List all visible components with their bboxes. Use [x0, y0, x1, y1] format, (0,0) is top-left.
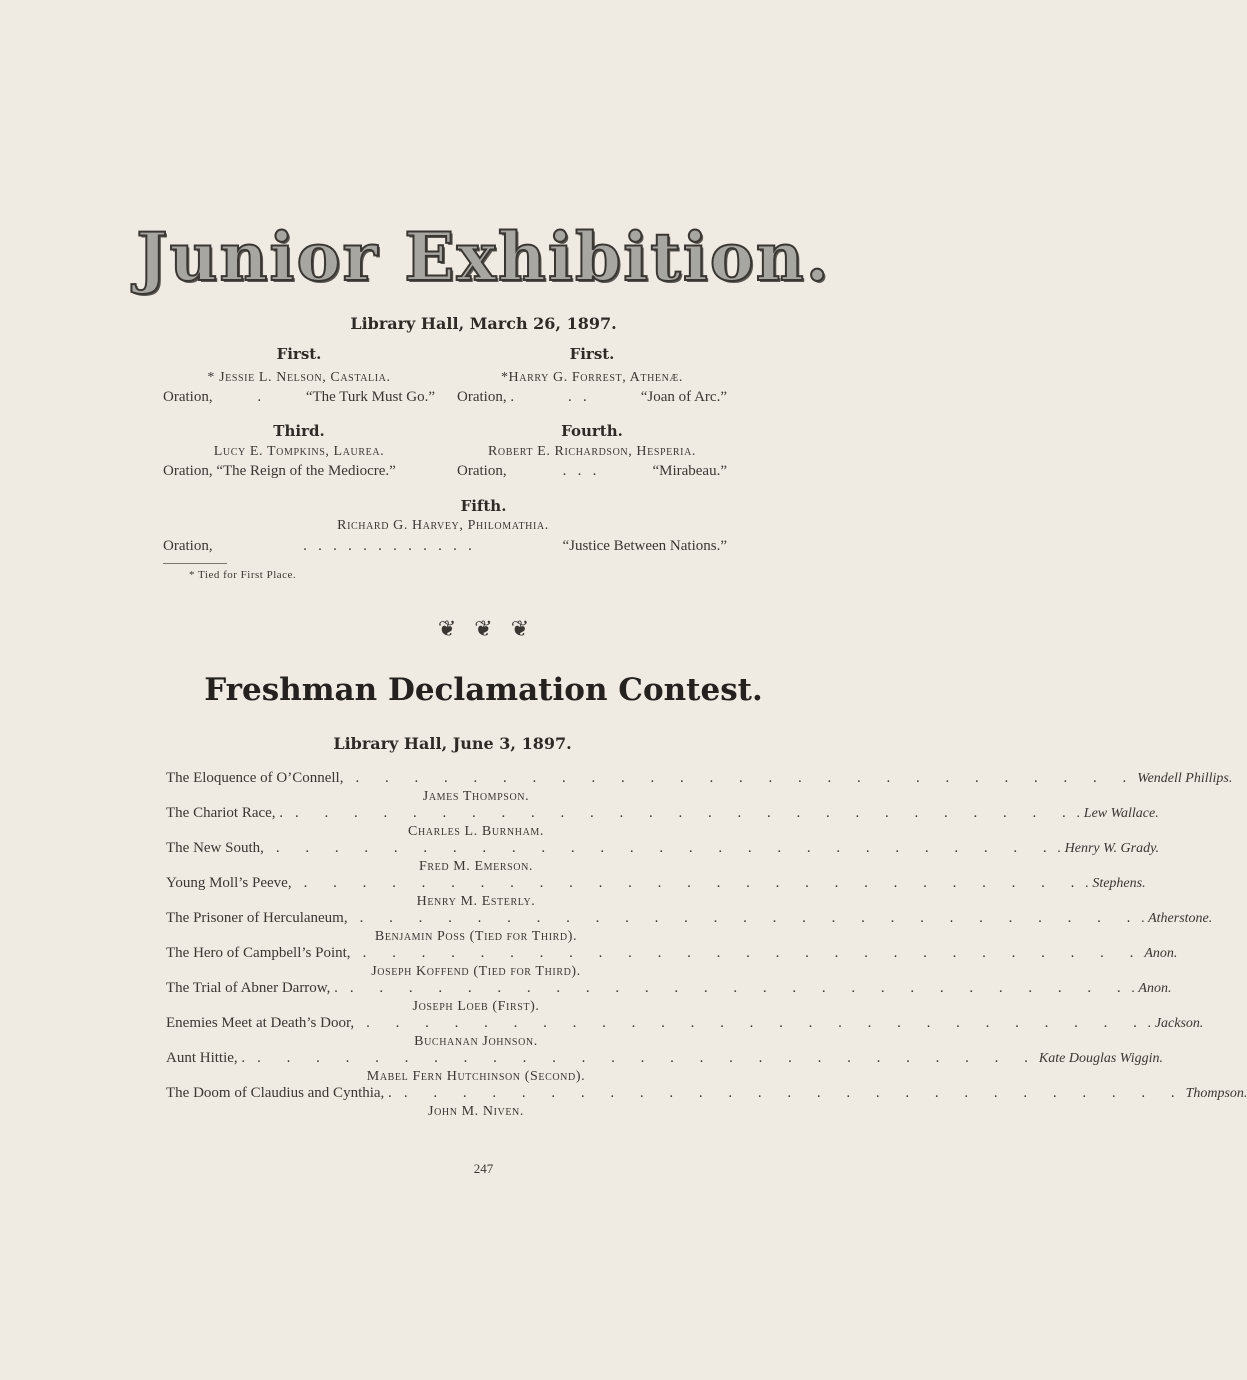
entry-title-row	[166, 945, 1178, 964]
fourth-place-name: Robert E. Richardson, Hesperia.	[487, 444, 697, 459]
fourth-place-heading: Fourth.	[561, 422, 623, 440]
fourth-place-oration	[457, 463, 727, 480]
declamation-title: Young Moll’s Peeve,	[166, 875, 292, 891]
entry-title-row	[166, 770, 1233, 789]
floral-ornament-icon: ❦❦❦	[437, 616, 548, 641]
declamation-title: The Trial of Abner Darrow, .	[166, 980, 338, 996]
oration-label: Oration,	[163, 389, 213, 405]
oration-subject: “Joan of Arc.”	[640, 389, 727, 405]
fifth-place-heading: Fifth.	[460, 497, 507, 515]
declamation-author: . Atherstone.	[1141, 911, 1213, 926]
declamation-entry	[166, 805, 1159, 840]
speaker-name: James Thompson.	[422, 789, 530, 804]
declamation-author: . Anon.	[1131, 981, 1172, 996]
leader-dots: . . . . . . . . . . . . . . . . . . . . . . . . . . .	[403, 1085, 1186, 1101]
speaker-name: Henry M. Esterly.	[416, 894, 536, 909]
oration-label: Oration, .	[457, 389, 515, 405]
first-place-oration-right	[457, 389, 727, 406]
page-number: 247	[473, 1161, 494, 1176]
declamation-entry	[166, 770, 1233, 805]
declamation-title: Enemies Meet at Death’s Door,	[166, 1015, 355, 1031]
declamation-entry	[166, 1050, 1163, 1085]
entry-title-row	[166, 1085, 1247, 1104]
declamation-title: The Doom of Claudius and Cynthia, .	[166, 1085, 392, 1101]
leader-dots: . . . . . . . . . . . . . . . . . . . . . . . . . . .	[366, 1015, 1148, 1031]
leader-dots: . . . . . . . . . . . . . . . . . . . . . . . . . . .	[303, 875, 1086, 891]
declamation-entry	[166, 910, 1213, 945]
declamation-title: The Chariot Race, .	[166, 805, 284, 821]
leader-dots: . . . . . . . . . . . . . . . . . . . . . . . . . . .	[359, 910, 1142, 926]
freshman-venue: Library Hall, June 3, 1897.	[333, 734, 572, 753]
declamation-author: . Jackson.	[1147, 1016, 1204, 1031]
leader-dots: . . . . . . . . . . . . . . . . . . . . . . . . . . .	[257, 1050, 1039, 1066]
speaker-name: Benjamin Poss (Tied for Third).	[374, 929, 578, 944]
oration-subject: “Justice Between Nations.”	[562, 538, 727, 554]
speaker-name: Buchanan Johnson.	[414, 1034, 538, 1049]
declamation-author: . Stephens.	[1085, 876, 1146, 891]
entry-title-row	[166, 910, 1213, 929]
oration-subject: “The Turk Must Go.”	[305, 389, 435, 405]
declamation-entry	[166, 980, 1172, 1015]
leader-dots: .	[257, 389, 262, 405]
first-place-heading-right: First.	[569, 345, 615, 363]
entry-title-row	[166, 1015, 1204, 1034]
entry-title-row	[166, 840, 1160, 859]
declamation-entry	[166, 1085, 1247, 1120]
first-place-name-left: * Jessie L. Nelson, Castalia.	[207, 370, 391, 385]
third-place-oration: Oration, “The Reign of the Mediocre.”	[163, 463, 396, 479]
footnote: * Tied for First Place.	[189, 569, 297, 581]
declamation-title: The Hero of Campbell’s Point,	[166, 945, 351, 961]
junior-venue: Library Hall, March 26, 1897.	[350, 314, 617, 333]
first-place-oration-left	[163, 389, 435, 406]
speaker-name: Joseph Loeb (First).	[412, 999, 540, 1014]
speaker-name: Charles L. Burnham.	[408, 824, 544, 839]
declamation-entry	[166, 875, 1146, 910]
speaker-name: John M. Niven.	[428, 1104, 524, 1119]
first-place-name-right: *Harry G. Forrest, Athenæ.	[500, 370, 684, 385]
junior-exhibition-title: Junior Exhibition.	[136, 218, 831, 296]
declamation-author: . Henry W. Grady.	[1057, 841, 1160, 856]
oration-label: Oration,	[163, 538, 213, 554]
declamation-entry	[166, 945, 1178, 980]
declamation-title: The Eloquence of O’Connell,	[166, 770, 344, 786]
leader-dots: . . . . . . . . . . . . . . . . . . . . . . . . . . .	[355, 770, 1138, 786]
speaker-name: Fred M. Emerson.	[418, 859, 534, 874]
entry-title-row	[166, 805, 1159, 824]
first-place-heading-left: First.	[276, 345, 322, 363]
entry-title-row	[166, 1050, 1163, 1069]
speaker-name: Joseph Koffend (Tied for Third).	[371, 964, 581, 979]
fifth-place-name: Richard G. Harvey, Philomathia.	[337, 518, 549, 533]
declamation-author: Kate Douglas Wiggin.	[1038, 1051, 1163, 1066]
footnote-rule	[163, 563, 227, 564]
oration-label: Oration,	[457, 463, 507, 479]
leader-dots: . . . . . . . . . . . . . . . . . . . . . . . . . . .	[295, 805, 1077, 821]
third-place-name: Lucy E. Tompkins, Laurea.	[213, 444, 385, 459]
speaker-name: Mabel Fern Hutchinson (Second).	[366, 1069, 586, 1084]
declamation-title: The Prisoner of Herculaneum,	[166, 910, 348, 926]
leader-dots: . . .	[562, 463, 597, 479]
leader-dots: . . . . . . . . . . . .	[303, 538, 472, 554]
declamation-author: . Lew Wallace.	[1076, 806, 1159, 821]
oration-subject: “Mirabeau.”	[652, 463, 727, 479]
entry-title-row	[166, 875, 1146, 894]
freshman-contest-title: Freshman Declamation Contest.	[204, 672, 763, 708]
leader-dots: . . . . . . . . . . . . . . . . . . . . . . . . . . .	[362, 945, 1145, 961]
third-place-heading: Third.	[273, 422, 325, 440]
declamation-author: Thompson.	[1185, 1086, 1247, 1101]
leader-dots: . . . . . . . . . . . . . . . . . . . . . . . . . . .	[349, 980, 1132, 996]
fifth-place-oration	[163, 538, 727, 555]
leader-dots: . . . . . . . . . . . . . . . . . . . . . . . . . . .	[275, 840, 1058, 856]
entry-title-row	[166, 980, 1172, 999]
declamation-title: The New South,	[166, 840, 264, 856]
declamation-entry	[166, 840, 1160, 875]
declamation-entry	[166, 1015, 1204, 1050]
leader-dots: . .	[568, 389, 587, 405]
declamation-author: Anon.	[1144, 946, 1178, 961]
declamation-author: Wendell Phillips.	[1137, 771, 1233, 786]
declamation-title: Aunt Hittie, .	[166, 1050, 246, 1066]
